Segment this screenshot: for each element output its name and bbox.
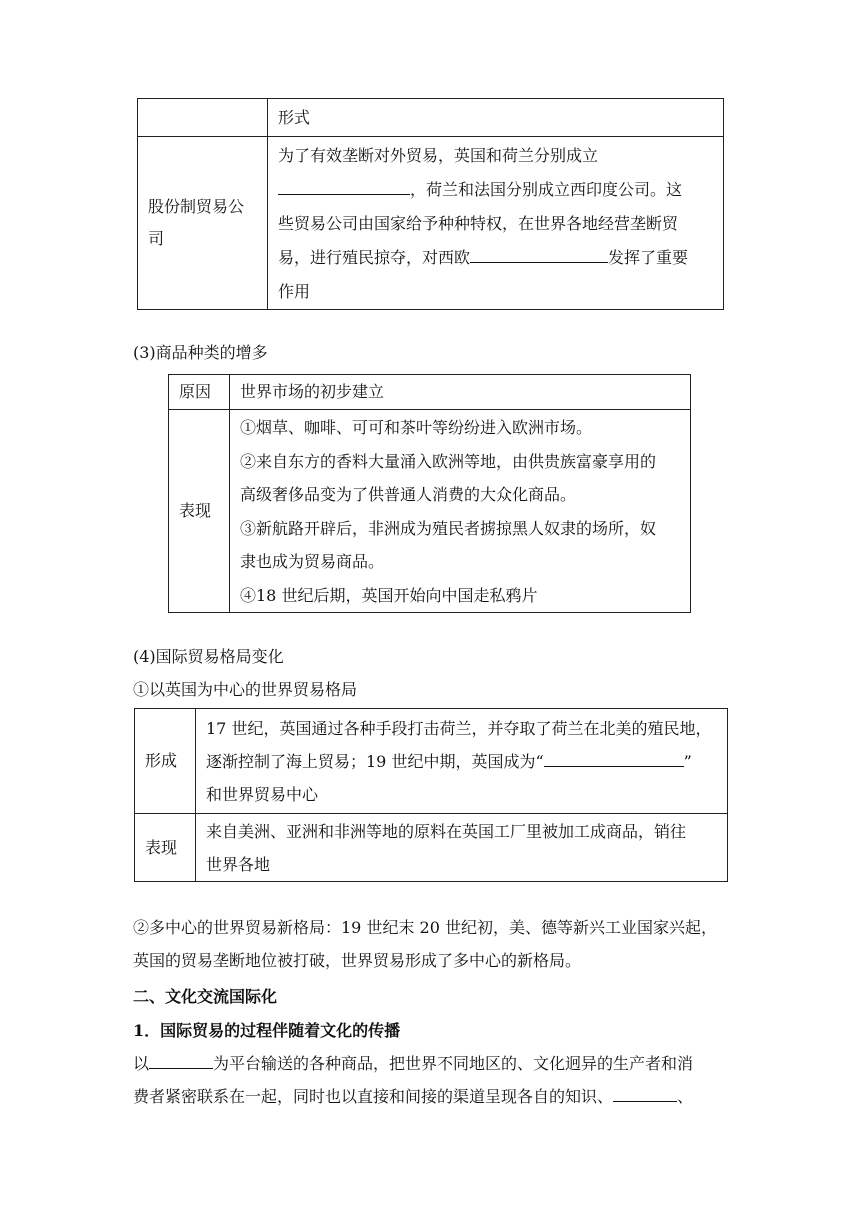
table1-r1-c2: 形式 xyxy=(268,99,724,137)
goods-perf-line2: ②来自东方的香料大量涌入欧洲等地，由供贵族富豪享用的 xyxy=(240,451,657,471)
pattern-form-line1: 17 世纪，英国通过各种手段打击荷兰，并夺取了荷兰在北美的殖民地， xyxy=(206,718,712,738)
pattern-table xyxy=(134,708,728,882)
company-desc-line2-text: ，荷兰和法国分别成立西印度公司。这 xyxy=(410,180,683,199)
goods-perf-line5: 隶也成为贸易商品。 xyxy=(240,552,385,571)
pattern-form-text xyxy=(196,709,728,814)
pattern-form-line2 xyxy=(206,745,717,778)
part2-heading: 二、文化交流国际化 xyxy=(133,987,278,1006)
company-desc-line4b: 发挥了重要 xyxy=(608,248,689,267)
company-desc-line4 xyxy=(278,241,713,275)
table1-r2-c2 xyxy=(268,137,724,310)
part2-sub1: 1．国际贸易的过程伴随着文化的传播 xyxy=(133,1021,401,1040)
fill-blank-4[interactable] xyxy=(149,1050,213,1069)
part2-line1b: 为平台输送的各种商品，把世界不同地区的、文化迥异的生产者和消 xyxy=(213,1054,694,1073)
pattern-perf-line1: 来自美洲、亚洲和非洲等地的原料在英国工厂里被加工成商品，销往 xyxy=(206,821,687,841)
table1-r1-c1 xyxy=(138,99,268,137)
multi-center-line2: 英国的贸易垄断地位被打破，世界贸易形成了多中心的新格局。 xyxy=(133,951,582,970)
pattern-perf-text xyxy=(196,814,728,882)
pattern-form-line2a: 逐渐控制了海上贸易；19 世纪中期，英国成为“ xyxy=(206,751,544,771)
section4-sub1: ①以英国为中心的世界贸易格局 xyxy=(133,680,358,699)
part2-line1 xyxy=(133,1047,693,1080)
multi-center-line1: ②多中心的世界贸易新格局：19 世纪末 20 世纪初，美、德等新兴工业国家兴起， xyxy=(133,918,717,937)
part2-line2 xyxy=(133,1080,693,1113)
company-desc-line4a: 易，进行殖民掠夺，对西欧 xyxy=(278,248,471,267)
goods-perf-line3: 高级奢侈品变为了供普通人消费的大众化商品。 xyxy=(240,485,577,504)
company-table xyxy=(137,98,724,310)
company-type-line2: 司 xyxy=(148,229,165,248)
table1-r2-c1 xyxy=(138,137,268,310)
goods-perf-line1: ①烟草、咖啡、可可和茶叶等纷纷进入欧洲市场。 xyxy=(240,418,593,437)
part2-line1a: 以 xyxy=(133,1054,150,1073)
goods-reason-label: 原因 xyxy=(169,375,230,410)
company-desc-line2 xyxy=(278,173,713,207)
section4-heading: (4)国际贸易格局变化 xyxy=(133,647,284,666)
goods-reason-text: 世界市场的初步建立 xyxy=(230,375,691,410)
pattern-form-line2b: ” xyxy=(683,751,692,771)
company-desc-line3: 些贸易公司由国家给予种种特权，在世界各地经营垄断贸 xyxy=(278,214,679,233)
company-desc-line5: 作用 xyxy=(278,282,311,301)
fill-blank-1[interactable] xyxy=(278,176,410,195)
section3-heading: (3)商品种类的增多 xyxy=(133,343,268,362)
company-desc-line1: 为了有效垄断对外贸易，英国和荷兰分别成立 xyxy=(278,146,599,165)
part2-line2a: 费者紧密联系在一起，同时也以直接和间接的渠道呈现各自的知识、 xyxy=(133,1087,614,1106)
fill-blank-5[interactable] xyxy=(613,1083,677,1102)
goods-perf-line4: ③新航路开辟后，非洲成为殖民者掳掠黑人奴隶的场所，奴 xyxy=(240,518,657,538)
goods-perf-line6: ④18 世纪后期，英国开始向中国走私鸦片 xyxy=(240,585,538,605)
fill-blank-3[interactable] xyxy=(544,748,684,767)
goods-perf-label: 表现 xyxy=(169,410,230,613)
fill-blank-2[interactable] xyxy=(470,244,608,263)
goods-table xyxy=(168,374,691,613)
company-type-line1: 股份制贸易公 xyxy=(148,197,245,216)
pattern-perf-label: 表现 xyxy=(135,814,196,882)
pattern-perf-line2: 世界各地 xyxy=(206,854,271,874)
pattern-form-label: 形成 xyxy=(135,709,196,814)
goods-perf-text xyxy=(230,410,691,613)
pattern-form-line3: 和世界贸易中心 xyxy=(206,784,319,804)
part2-line2b: 、 xyxy=(677,1087,694,1106)
